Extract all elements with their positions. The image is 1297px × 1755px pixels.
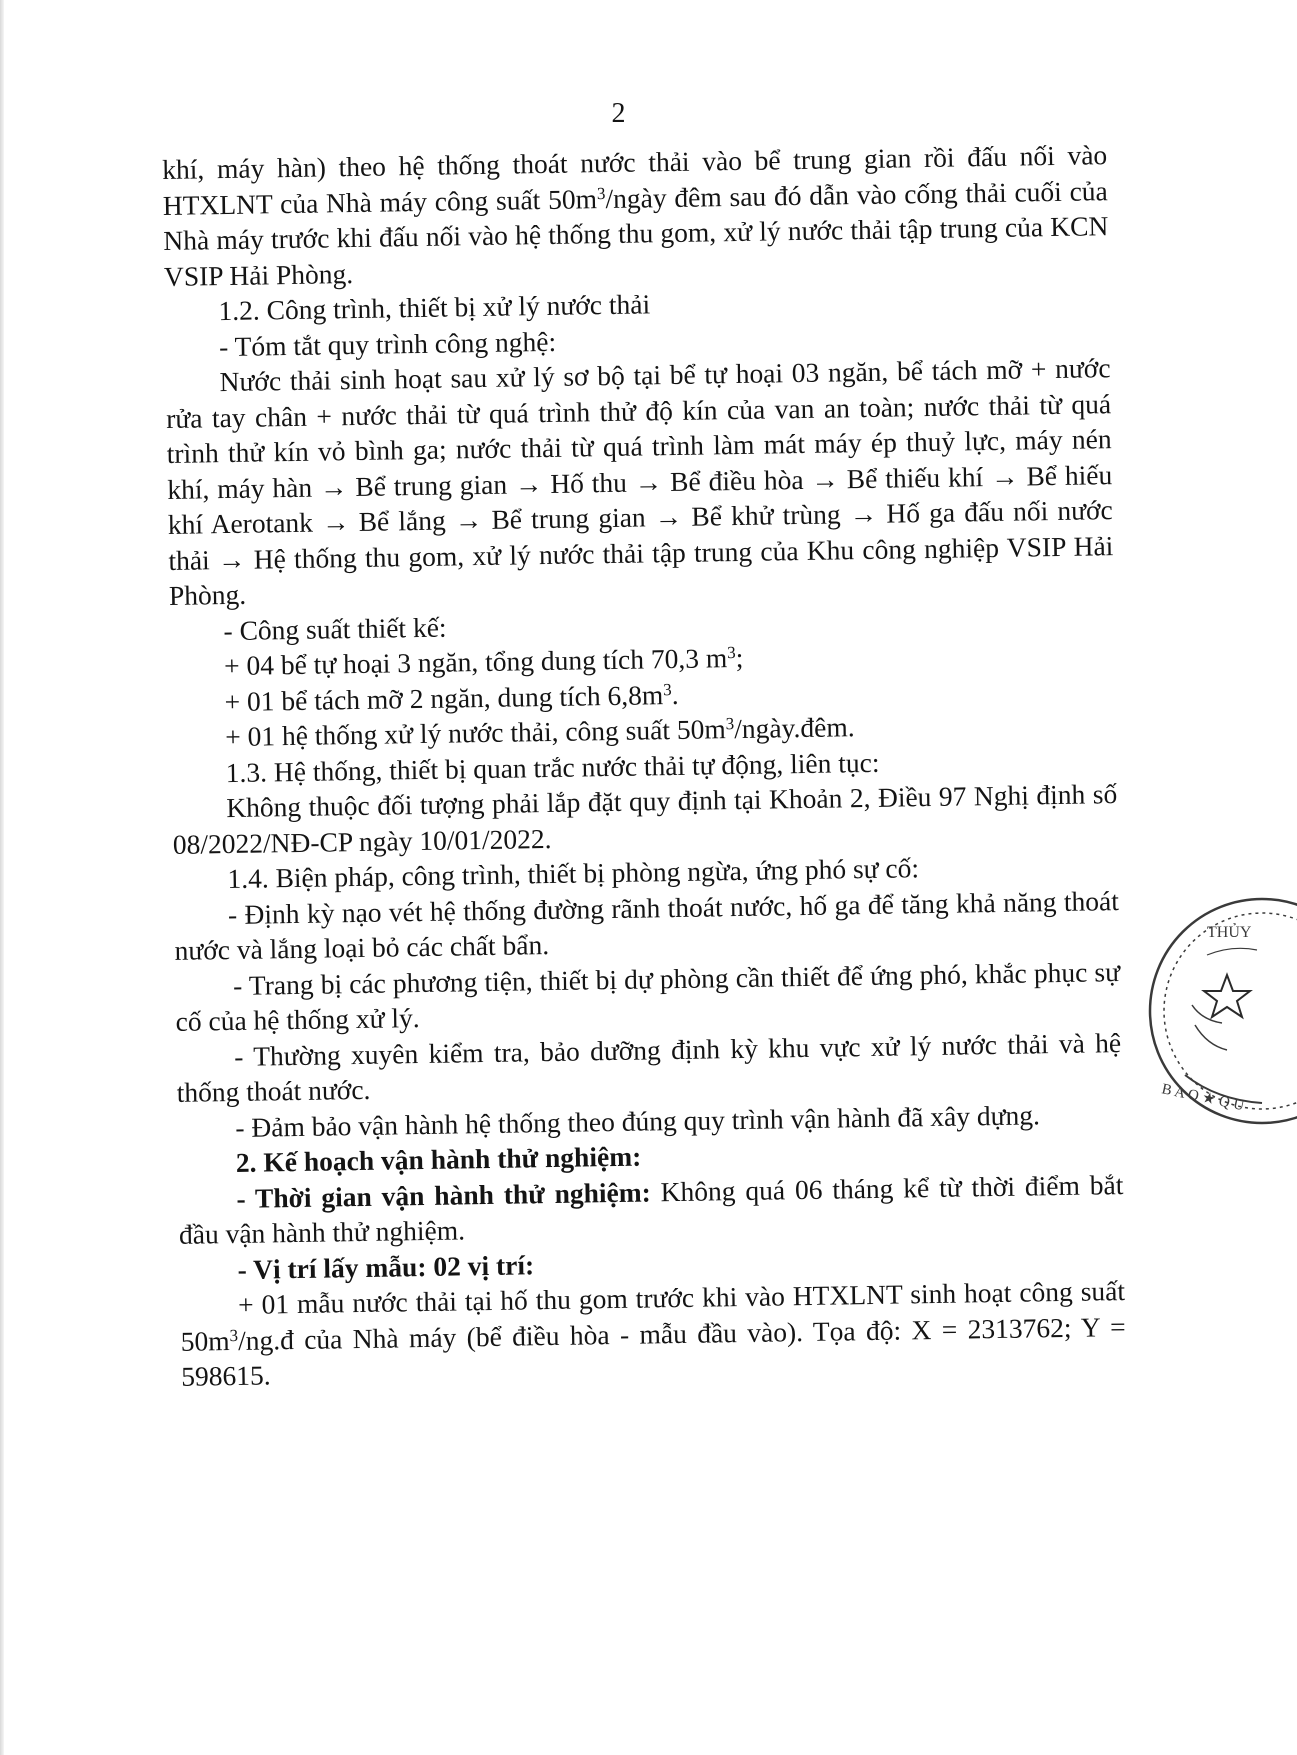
seal-text-top: THỦY xyxy=(1207,924,1252,941)
section-1-4-heading: 1.4. Biện pháp, công trình, thiết bị phòng ngừa, ứng phó sự cố: xyxy=(227,852,920,895)
trial-time-label: - Thời gian vận hành thử nghiệm: xyxy=(236,1175,652,1214)
measure-item: - Định kỳ nạo vét hệ thống đường rãnh thoát nước, hố ga để tăng khả năng thoát nước và lắng loại bỏ các chất bẩn. xyxy=(174,884,1120,966)
document-body xyxy=(162,137,1126,1394)
seal-star-icon xyxy=(1204,975,1250,1017)
process-description: Nước thải sinh hoạt sau xử lý sơ bộ tại bể tự hoại 03 ngăn, bể tách mỡ + nước rửa tay chân + nước thải từ quá trình thử độ kín của van an toàn; nước thải từ quá trình thử kín vỏ bình ga; nước thải từ quá trình làm mát máy ép thuỷ lực, máy nén khí, máy hàn → Bể trung gian → Hố thu → Bể điều hòa → Bể thiếu khí → Bể hiếu khí Aerotank → Bể lắng → Bể trung gian → Bể khử trùng → Hố ga đấu nối nước thải → Hệ thống thu gom, xử lý nước thải tập trung của Khu công nghiệp VSIP Hải Phòng. xyxy=(165,352,1114,611)
measure-item: - Thường xuyên kiểm tra, bảo dưỡng định kỳ khu vực xử lý nước thải và hệ thống thoát nước. xyxy=(176,1026,1122,1108)
trial-time-text: Không quá 06 tháng kể từ thời điểm bắt đầu vận hành thử nghiệm. xyxy=(178,1168,1124,1250)
capacity-label: - Công suất thiết kế: xyxy=(223,611,447,646)
measure-item: - Đảm bảo vận hành hệ thống theo đúng quy trình vận hành đã xây dựng. xyxy=(235,1098,1041,1143)
section-2-heading: 2. Kế hoạch vận hành thử nghiệm: xyxy=(235,1140,642,1178)
sampling-label: - Vị trí lấy mẫu: 02 vị trí: xyxy=(237,1248,535,1285)
capacity-item-treatment-system: + 01 hệ thống xử lý nước thải, công suất $50m^3/ngày.đêm$. xyxy=(224,711,855,753)
measure-item: - Trang bị các phương tiện, thiết bị dự phòng cần thiết để ứng phó, khắc phục sự cố của hệ thống xử lý. xyxy=(175,955,1121,1037)
capacity-item-grease-trap: + 01 bể tách mỡ 2 ngăn, dung tích $6,8m^3$. xyxy=(224,678,679,717)
page-number: 2 xyxy=(611,98,626,129)
capacity-item-septic: + 04 bể tự hoại 3 ngăn, tổng dung tích 70,3 $m^3$; xyxy=(223,641,744,682)
sample-item: + 01 mẫu nước thải tại hố thu gom trước khi vào HTXLNT sinh hoạt công suất $50m^3/ng.đ$ của Nhà máy (bể điều hòa - mẫu đầu vào). Tọa độ: X = 2313762; Y = 598615. xyxy=(180,1275,1126,1392)
section-1-3-body: Không thuộc đối tượng phải lắp đặt quy định tại Khoản 2, Điều 97 Nghị định số 08/2022/NĐ-CP ngày 10/01/2022. xyxy=(172,778,1118,860)
seal-text-bottom: B A O ★ Q U xyxy=(1160,1081,1246,1115)
section-1-3-heading: 1.3. Hệ thống, thiết bị quan trắc nước thải tự động, liên tục: xyxy=(225,746,880,788)
process-summary-label: - Tóm tắt quy trình công nghệ: xyxy=(218,325,557,362)
section-1-2-heading: 1.2. Công trình, thiết bị xử lý nước thải xyxy=(218,288,651,327)
paragraph-continuation: khí, máy hàn) theo hệ thống thoát nước thải vào bể trung gian rồi đấu nối vào HTXLNT của Nhà máy công suất $50m^3$/ngày đêm sau đó dẫn vào cống thải cuối của Nhà máy trước khi đấu nối vào hệ thống thu gom, xử lý nước thải tập trung của KCN VSIP Hải Phòng. xyxy=(162,139,1109,292)
scan-edge xyxy=(0,0,4,1755)
official-seal-partial xyxy=(1147,895,1297,1127)
seal-inner-ring xyxy=(1164,913,1297,1109)
